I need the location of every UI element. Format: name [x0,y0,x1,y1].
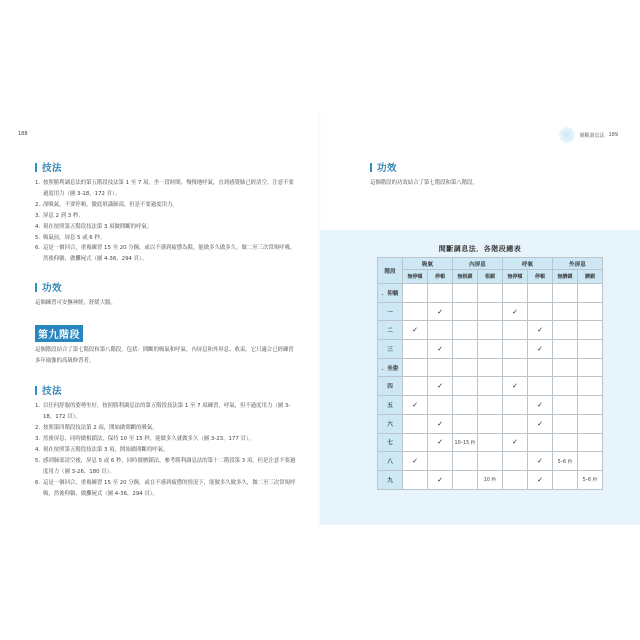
table-cell [553,358,578,377]
checkmark-icon: ✓ [437,382,443,391]
column-group-inner-retention: 內屏息 [453,258,503,270]
table-cell [428,452,453,471]
step-item: 1. 以任何舒服的姿勢坐好，按照勝利調息法的第五階段技法第 1 至 7 項練習，呼氣，但不過度用力（圖 3-18，172 頁）。 [35,403,291,421]
table-cell [528,414,553,433]
table-cell [478,396,503,415]
checkmark-icon: ✓ [412,400,418,409]
cell-value: 5–6 秒 [557,459,573,465]
table-row [378,340,603,359]
left-page-content [35,160,297,499]
table-cell [553,470,578,489]
table-body [378,284,603,490]
table-cell [578,414,603,433]
table-cell [453,396,478,415]
stages-summary-table [377,257,603,490]
table-cell [478,340,503,359]
stage-cell: ．仰躺 [378,284,403,303]
right-page-content [370,160,620,189]
table-cell [503,396,528,415]
table-row [378,396,603,415]
table-cell [403,321,428,340]
cell-value: 5–6 秒 [582,478,598,484]
table-cell [478,302,503,321]
table-row [378,284,603,303]
step-item: 4. 現在按照第五階段技法第 3 項，開始做間斷的呼氣。 [35,446,169,453]
table-cell [403,284,428,303]
table-cell [553,414,578,433]
table-cell [453,284,478,303]
table-cell [478,284,503,303]
column-group-exhale: 呼氣 [503,258,553,270]
step-item: 3. 然後屏息，同時做根鎖法，保持 10 至 15 秒，能做多久就做多久（圖 3-23，177 頁）。 [35,435,254,442]
heading-bar-icon [370,163,372,172]
table-cell [428,358,453,377]
table-cell [503,340,528,359]
table-cell [428,321,453,340]
section-heading-technique: 技法 [35,160,297,174]
column-header: 停頓 [428,270,453,284]
checkmark-icon: ✓ [512,438,518,447]
table-cell [403,377,428,396]
column-header: 無臍鎖 [553,270,578,284]
table-cell [453,414,478,433]
summary-table-title: 間斷調息法．各階段總表 [438,245,522,253]
page-number-right: 189 [608,132,618,138]
checkmark-icon: ✓ [537,457,543,466]
stage-cell: 四 [378,377,403,396]
right-page [320,0,640,640]
checkmark-icon: ✓ [437,344,443,353]
step-item: 1. 按照勝利調息法的第五階段技法第 1 至 7 項，坐一段時間，慢慢地呼氣，直到感覺肺已經清空，注意不要過度用力（圖 3-18，172 頁）。 [35,180,294,197]
table-cell [428,377,453,396]
table-cell [553,452,578,471]
table-cell [478,414,503,433]
stage-cell: 二 [378,321,403,340]
table-row [378,358,603,377]
checkmark-icon: ✓ [412,326,418,335]
table-cell [428,396,453,415]
table-cell [403,470,428,489]
section-heading-effect: 功效 [35,280,297,294]
table-cell [528,470,553,489]
stage-cell: 一 [378,302,403,321]
column-header-stage: 階段 [378,258,403,284]
table-cell [453,470,478,489]
chapter-badge-icon [559,127,575,143]
table-row [378,414,603,433]
table-cell [428,302,453,321]
step-item: 4. 現在按照第五階段技法第 3 項做間斷的呼氣。 [35,223,153,230]
table-cell [528,358,553,377]
table-cell [403,414,428,433]
table-cell [403,452,428,471]
table-cell [478,470,503,489]
table-cell [578,470,603,489]
heading-bar-icon [35,283,37,292]
stage-nine-label: 第九階段 [35,325,83,342]
table-row [378,302,603,321]
table-cell [403,358,428,377]
table-cell [553,340,578,359]
table-cell [503,358,528,377]
table-cell [403,396,428,415]
step-item: 6. 這是一個回合，重複練習 15 至 20 分鐘，或在不感到疲憊的情況下，能做多久做多久，做二至三次常規呼吸，然後仰躺，做攤屍式（圖 4-36，294 頁）。 [35,479,296,497]
table-cell [578,340,603,359]
page-number-left: 188 [18,131,28,137]
checkmark-icon: ✓ [437,475,443,484]
table-cell [478,377,503,396]
stage-nine-intro: 這個階段結合了第七階段和第八階段，包括：間斷的吸氣和呼氣、內屏息和外屏息、收束。它只適合已經練習多年瑜伽的高級修習者。 [35,347,294,365]
table-cell [578,377,603,396]
table-cell [453,433,478,452]
column-group-inhale: 吸氣 [403,258,453,270]
table-row [378,470,603,489]
table-cell [553,321,578,340]
table-cell [503,433,528,452]
table-cell [478,358,503,377]
cell-value: 10 秒 [483,478,497,484]
table-cell [553,302,578,321]
table-cell [578,433,603,452]
checkmark-icon: ✓ [437,438,443,447]
table-cell [528,302,553,321]
stage-cell: 九 [378,470,403,489]
table-cell [403,433,428,452]
table-cell [528,377,553,396]
table-row [378,377,603,396]
table-cell [453,340,478,359]
effect-paragraph-right: 這個階段的功效結合了第七階段和第八階段。 [370,180,478,186]
running-head [559,127,618,143]
step-item: 3. 屏息 2 到 3 秒。 [35,212,84,219]
technique-steps-list [35,178,297,265]
technique-steps-list-2 [35,401,297,499]
stage-cell: 六 [378,414,403,433]
table-cell [428,414,453,433]
table-cell [528,396,553,415]
step-item: 5. 吸氣前，屏息 5 或 6 秒。 [35,234,106,241]
checkmark-icon: ✓ [537,326,543,335]
table-cell [578,284,603,303]
table-cell [553,433,578,452]
stage-cell: 五 [378,396,403,415]
section-heading-effect-right: 功效 [370,160,620,174]
heading-bar-icon [35,386,37,395]
column-header: 臍鎖 [578,270,603,284]
table-cell [528,340,553,359]
column-group-outer-retention: 外屏息 [553,258,603,270]
table-cell [503,414,528,433]
table-cell [428,470,453,489]
table-cell [578,321,603,340]
table-cell [503,321,528,340]
table-row [378,433,603,452]
table-cell [453,358,478,377]
table-cell [503,452,528,471]
checkmark-icon: ✓ [537,419,543,428]
step-item: 6. 這是一個回合，重複練習 15 至 20 分鐘，或以不感到疲憊為限，能做多久做多久。做二至三次常規呼吸，然後仰躺，做攤屍式（圖 4-36，294 頁）。 [35,245,296,263]
table-cell [553,396,578,415]
checkmark-icon: ✓ [537,400,543,409]
table-cell [503,470,528,489]
table-cell [453,452,478,471]
column-header: 無停頓 [503,270,528,284]
table-cell [453,302,478,321]
cell-value: 10–15 秒 [454,440,476,446]
table-cell [403,302,428,321]
checkmark-icon: ✓ [537,475,543,484]
table-cell [528,452,553,471]
table-cell [528,284,553,303]
table-cell [528,433,553,452]
table-row [378,321,603,340]
stage-cell: 三 [378,340,403,359]
table-cell [478,321,503,340]
table-row [378,452,603,471]
step-item: 2. 按照第四階段技法第 2 項，開始做間斷的吸氣。 [35,425,158,432]
checkmark-icon: ✓ [537,344,543,353]
stage-cell: 七 [378,433,403,452]
step-item: 2. 深吸氣，不要停頓，徹底填滿肺部，但是不要過度用力。 [35,201,178,208]
checkmark-icon: ✓ [412,457,418,466]
effect-paragraph: 這個練習可安撫神經，舒緩大腦。 [35,300,116,307]
table-cell [553,284,578,303]
table-cell [478,452,503,471]
table-cell [528,321,553,340]
column-header: 無根鎖 [453,270,478,284]
table-cell [453,321,478,340]
stage-cell: 八 [378,452,403,471]
table-cell [503,302,528,321]
table-cell [428,433,453,452]
column-header: 停頓 [528,270,553,284]
table-cell [578,358,603,377]
table-cell [428,340,453,359]
table-cell [503,377,528,396]
heading-bar-icon [35,163,37,172]
column-header: 根鎖 [478,270,503,284]
column-header: 無停頓 [403,270,428,284]
checkmark-icon: ✓ [512,307,518,316]
checkmark-icon: ✓ [512,382,518,391]
table-cell [578,396,603,415]
table-cell [503,284,528,303]
checkmark-icon: ✓ [437,307,443,316]
table-cell [578,452,603,471]
stage-cell: ．坐姿 [378,358,403,377]
table-cell [428,284,453,303]
running-head-title: 間斷調息法 [579,132,605,139]
step-item: 5. 感到肺部清空後，屏息 5 或 6 秒，同時做臍鎖法，參考勝利調息法的第十二階段第 3 項，但是注意不要過度用力（圖 3-26，180 頁）。 [35,457,296,475]
table-cell [453,377,478,396]
table-cell [403,340,428,359]
table-cell [478,433,503,452]
checkmark-icon: ✓ [437,419,443,428]
table-cell [578,302,603,321]
table-cell [553,377,578,396]
section-heading-technique-2: 技法 [35,383,297,397]
